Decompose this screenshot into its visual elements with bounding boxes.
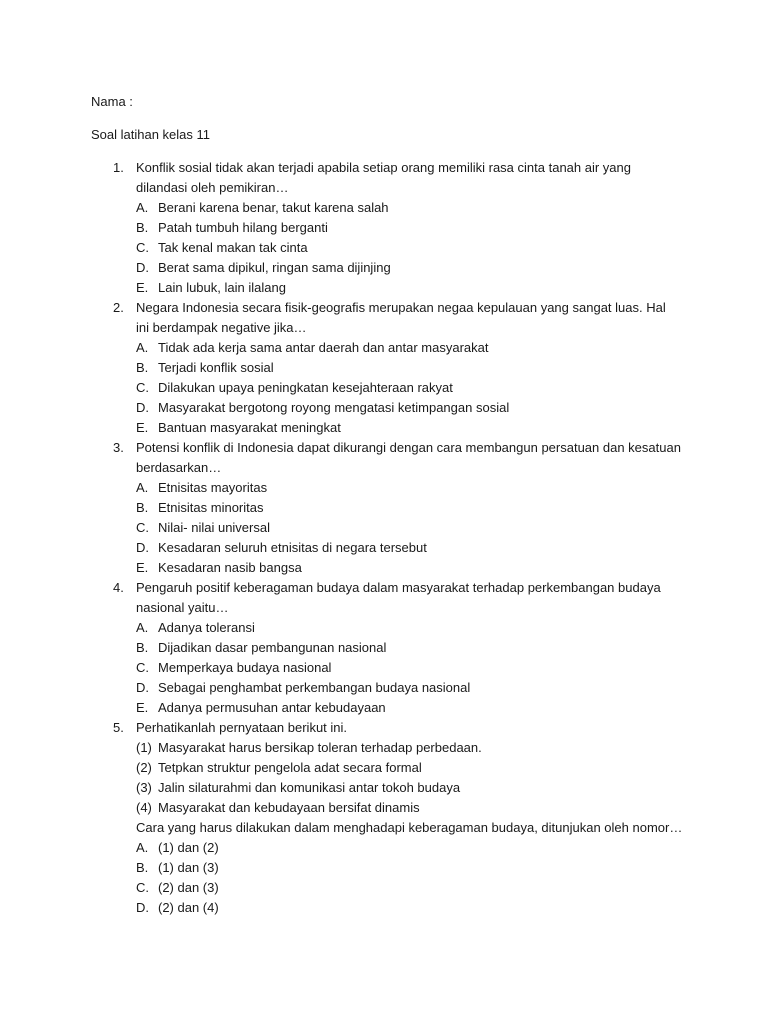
- option-text: Kesadaran nasib bangsa: [158, 560, 302, 575]
- statement-text: Masyarakat dan kebudayaan bersifat dinamis: [158, 800, 420, 815]
- option-letter: A.: [136, 620, 149, 635]
- option-text: (1) dan (3): [158, 860, 219, 875]
- option-text: Adanya toleransi: [158, 620, 255, 635]
- question-text: Potensi konflik di Indonesia dapat dikurangi dengan cara membangun persatuan dan kesatuan berdasarkan…: [136, 440, 681, 475]
- statement-number: (4): [136, 800, 152, 815]
- question-number: 1.: [113, 160, 124, 175]
- option-text: Dijadikan dasar pembangunan nasional: [158, 640, 387, 655]
- option-text: (2) dan (3): [158, 880, 219, 895]
- option-letter: C.: [136, 660, 149, 675]
- option-letter: C.: [136, 240, 149, 255]
- statement-text: Masyarakat harus bersikap toleran terhadap perbedaan.: [158, 740, 482, 755]
- option-letter: A.: [136, 840, 149, 855]
- option-letter: D.: [136, 900, 149, 915]
- option-letter: B.: [136, 640, 149, 655]
- option-text: Etnisitas mayoritas: [158, 480, 268, 495]
- question-text: Perhatikanlah pernyataan berikut ini.: [136, 720, 348, 735]
- option-letter: A.: [136, 480, 149, 495]
- option-text: Berani karena benar, takut karena salah: [158, 200, 389, 215]
- option-text: Etnisitas minoritas: [158, 500, 264, 515]
- option-text: Patah tumbuh hilang berganti: [158, 220, 328, 235]
- option-letter: A.: [136, 340, 149, 355]
- question-number: 4.: [113, 580, 124, 595]
- statement-text: Tetpkan struktur pengelola adat secara formal: [158, 760, 422, 775]
- option-letter: A.: [136, 200, 149, 215]
- statement-text: Jalin silaturahmi dan komunikasi antar tokoh budaya: [158, 780, 461, 795]
- option-letter: C.: [136, 520, 149, 535]
- option-text: Lain lubuk, lain ilalang: [158, 280, 286, 295]
- option-text: Berat sama dipikul, ringan sama dijinjing: [158, 260, 391, 275]
- option-text: Kesadaran seluruh etnisitas di negara tersebut: [158, 540, 427, 555]
- option-text: Terjadi konflik sosial: [158, 360, 274, 375]
- option-text: Nilai- nilai universal: [158, 520, 270, 535]
- option-letter: B.: [136, 860, 149, 875]
- option-text: Masyarakat bergotong royong mengatasi ketimpangan sosial: [158, 400, 510, 415]
- document-title: Soal latihan kelas 11: [91, 127, 211, 142]
- option-letter: C.: [136, 880, 149, 895]
- option-text: Bantuan masyarakat meningkat: [158, 420, 341, 435]
- statement-number: (2): [136, 760, 152, 775]
- option-letter: B.: [136, 500, 149, 515]
- option-letter: E.: [136, 560, 149, 575]
- option-letter: E.: [136, 420, 149, 435]
- option-text: Sebagai penghambat perkembangan budaya nasional: [158, 680, 471, 695]
- option-letter: D.: [136, 540, 149, 555]
- question-text: Pengaruh positif keberagaman budaya dalam masyarakat terhadap perkembangan budaya nasional yaitu…: [136, 580, 661, 615]
- question-number: 2.: [113, 300, 124, 315]
- question-text: Konflik sosial tidak akan terjadi apabila setiap orang memiliki rasa cinta tanah air yang dilandasi oleh pemikiran…: [136, 160, 631, 195]
- question-text: Negara Indonesia secara fisik-geografis merupakan negaa kepulauan yang sangat luas. Hal ini berdampak negative jika…: [136, 300, 666, 335]
- statement-number: (1): [136, 740, 152, 755]
- option-letter: B.: [136, 360, 149, 375]
- question-number: 3.: [113, 440, 124, 455]
- option-text: Tidak ada kerja sama antar daerah dan antar masyarakat: [158, 340, 489, 355]
- option-text: (2) dan (4): [158, 900, 219, 915]
- option-letter: D.: [136, 260, 149, 275]
- option-text: Dilakukan upaya peningkatan kesejahteraan rakyat: [158, 380, 453, 395]
- question-followup-text: Cara yang harus dilakukan dalam menghadapi keberagaman budaya, ditunjukan oleh nomor…: [136, 820, 683, 835]
- option-letter: C.: [136, 380, 149, 395]
- option-letter: D.: [136, 400, 149, 415]
- option-text: Memperkaya budaya nasional: [158, 660, 332, 675]
- statement-number: (3): [136, 780, 152, 795]
- option-letter: D.: [136, 680, 149, 695]
- option-letter: E.: [136, 280, 149, 295]
- option-text: Tak kenal makan tak cinta: [158, 240, 308, 255]
- nama-label: Nama :: [91, 94, 133, 109]
- option-letter: E.: [136, 700, 149, 715]
- option-letter: B.: [136, 220, 149, 235]
- option-text: Adanya permusuhan antar kebudayaan: [158, 700, 386, 715]
- option-text: (1) dan (2): [158, 840, 219, 855]
- question-number: 5.: [113, 720, 124, 735]
